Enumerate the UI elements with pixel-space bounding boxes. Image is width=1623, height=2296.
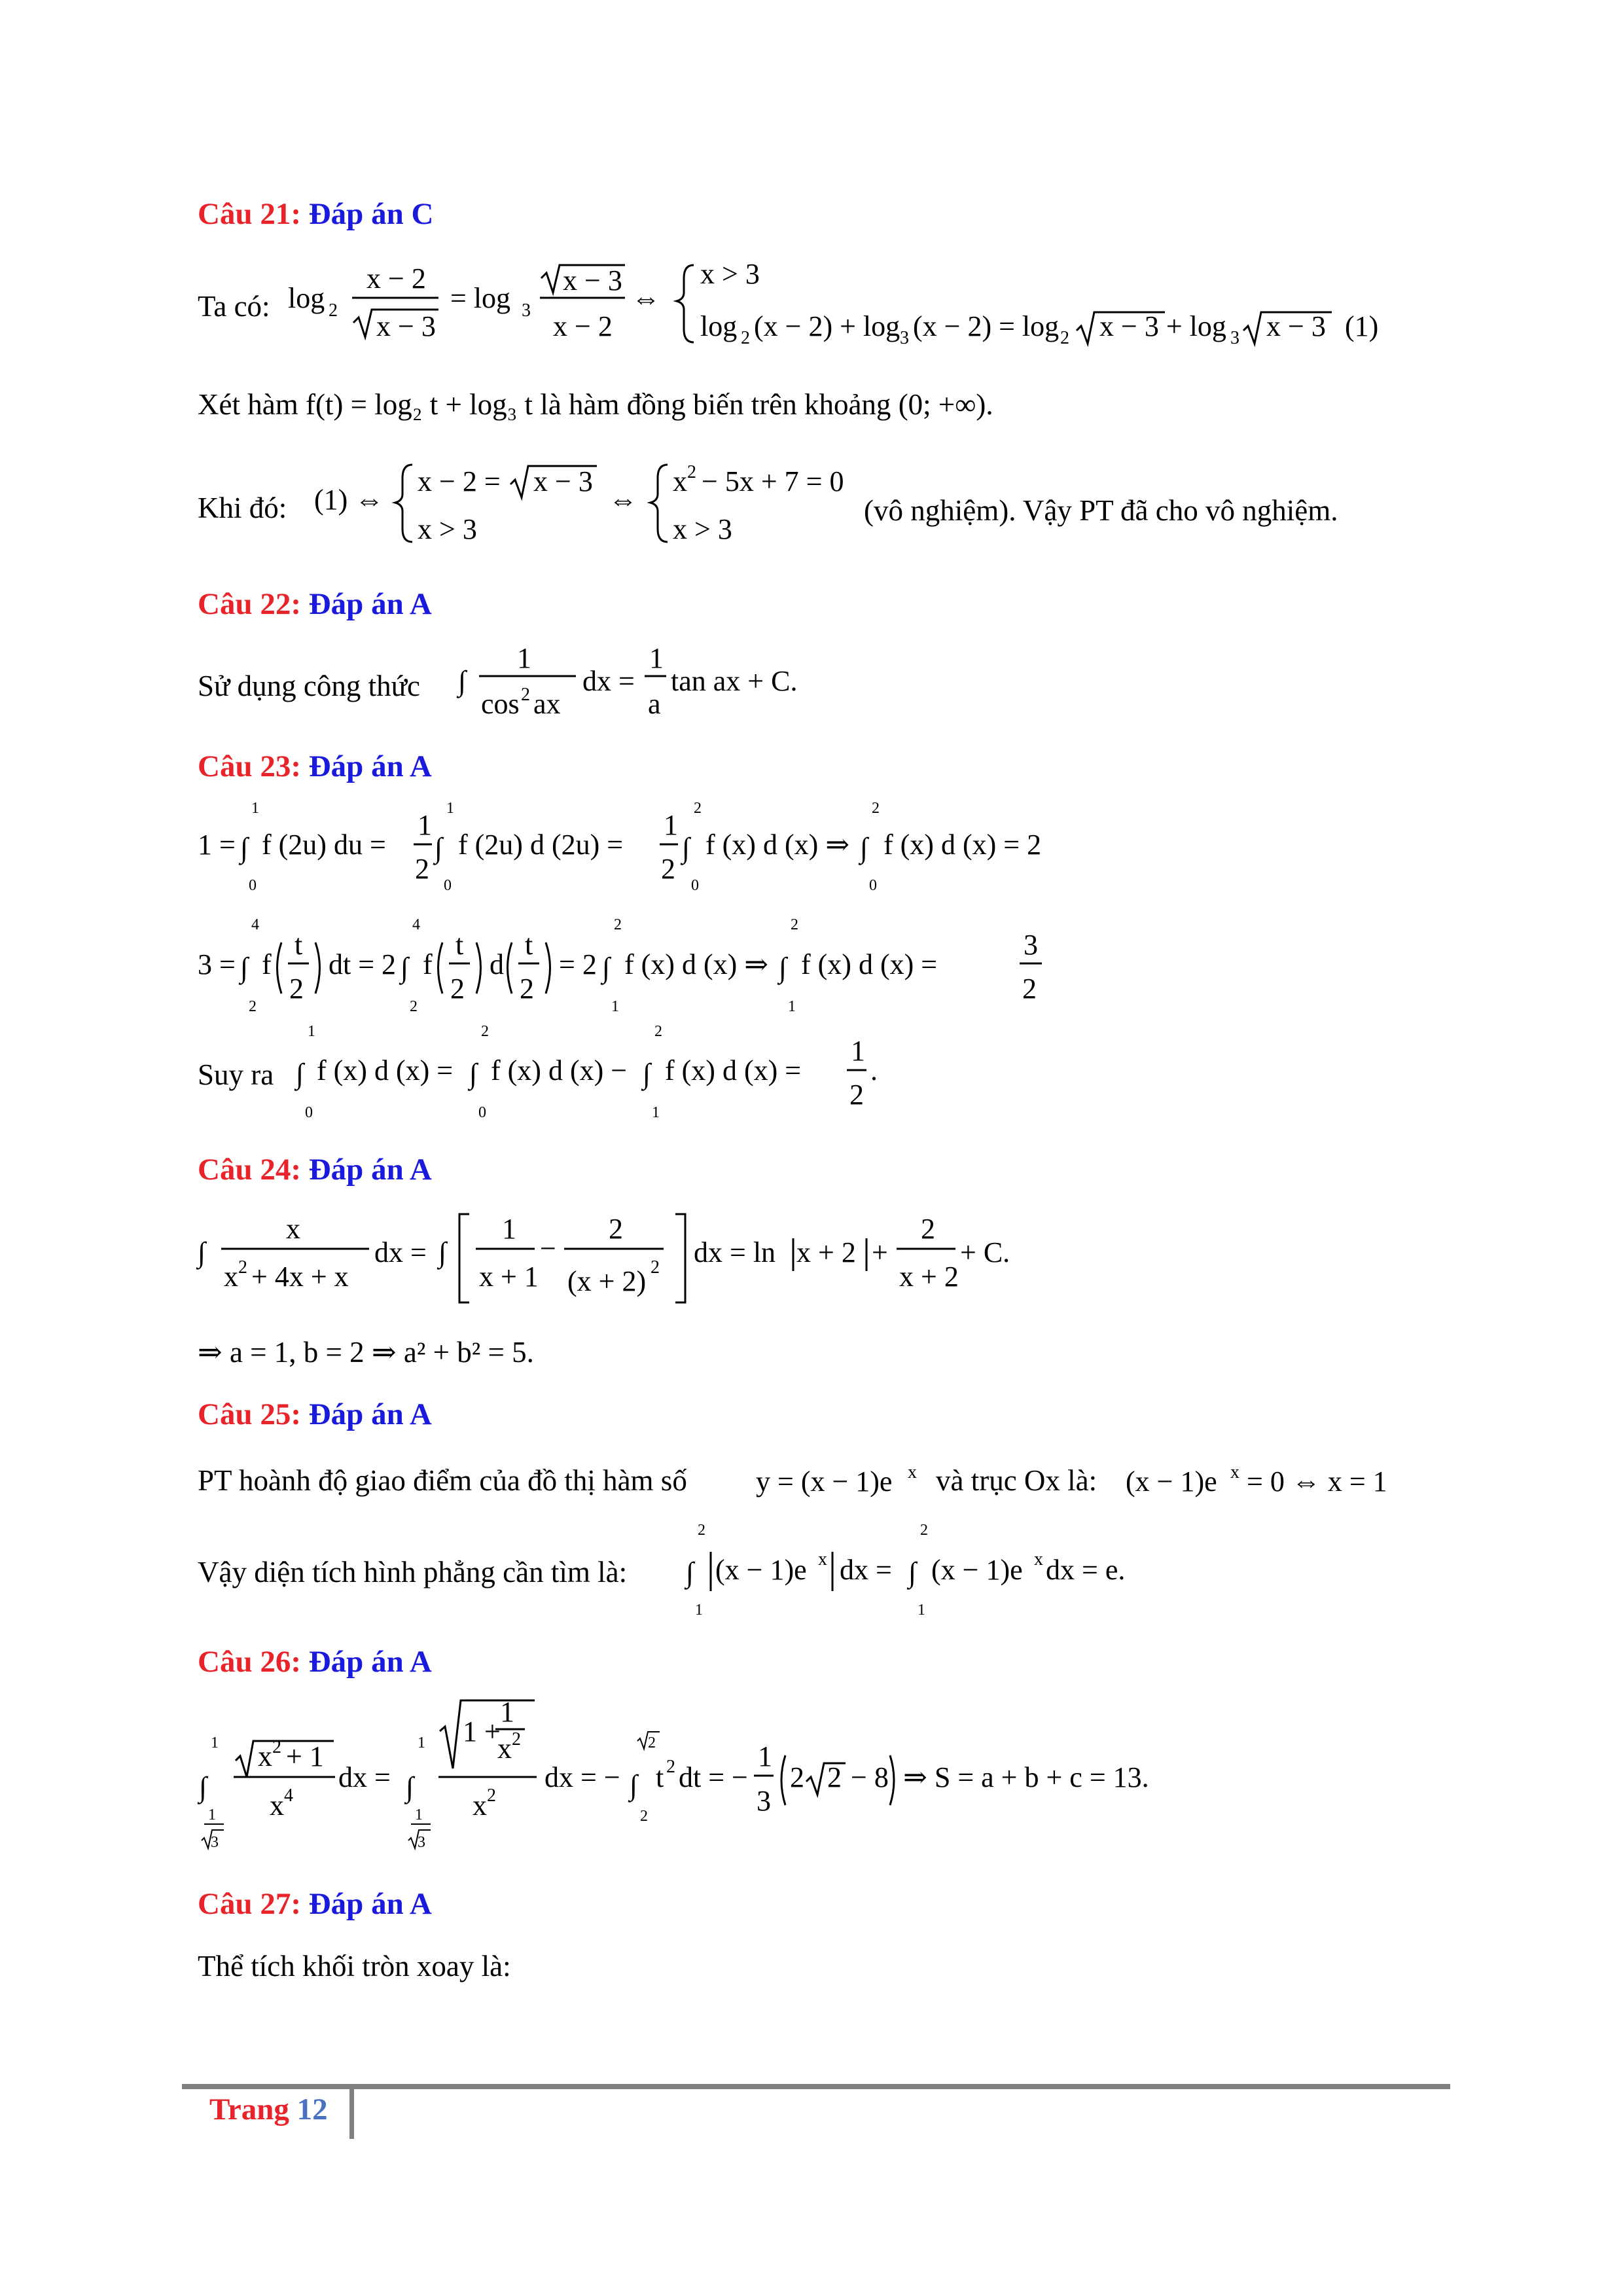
q22-text: Sử dụng công thức [198,670,421,702]
svg-text:1: 1 [208,1806,216,1823]
svg-text:0: 0 [869,877,877,894]
svg-text:(1) ⇔: (1) ⇔ [314,484,384,516]
svg-text:x − 3: x − 3 [1266,310,1326,342]
svg-text:2: 2 [520,973,534,1005]
q24-heading: Câu 24: Đáp án A [198,1153,432,1187]
q25-root [1126,1440,1453,1499]
svg-text:− 5x + 7 = 0: − 5x + 7 = 0 [702,465,844,497]
q21-heading: Câu 21: Đáp án C [198,197,434,231]
svg-text:⇔: ⇔ [609,484,637,516]
svg-text:x + 2: x + 2 [796,1236,856,1268]
svg-text:dt = −: dt = − [679,1761,748,1793]
q23-heading: Câu 23: Đáp án A [198,749,432,783]
svg-text:1: 1 [788,998,796,1015]
svg-text:x: x [908,1462,917,1482]
svg-text:1: 1 [918,1602,925,1619]
svg-text:x: x [258,1740,272,1772]
svg-text:0: 0 [249,877,257,894]
q24-result: ⇒ a = 1, b = 2 ⇒ a² + b² = 5. [198,1336,534,1369]
svg-text:2: 2 [827,1761,842,1793]
q27-text: Thể tích khối tròn xoay là: [198,1950,511,1982]
svg-text:3: 3 [211,1834,219,1851]
svg-text:t: t [294,929,303,961]
svg-text:1: 1 [649,642,664,674]
svg-text:3: 3 [757,1785,771,1817]
svg-text:log: log [288,282,325,314]
svg-text:0: 0 [444,877,452,894]
svg-text:+: + [872,1236,888,1268]
q21-system [314,452,870,563]
svg-text:x > 3: x > 3 [700,258,760,290]
svg-text:2: 2 [640,1808,648,1825]
svg-text:2: 2 [614,916,622,933]
svg-text:3 =: 3 = [198,948,236,980]
svg-text:⇔: ⇔ [632,282,660,314]
svg-text:2: 2 [661,853,675,885]
svg-text:1: 1 [851,1035,865,1067]
svg-text:∫: ∫ [860,832,868,864]
svg-text:d: d [490,948,504,980]
svg-text:−: − [540,1232,556,1265]
svg-text:a: a [648,688,661,720]
svg-text:2: 2 [289,973,304,1005]
svg-text:2: 2 [666,1757,675,1777]
svg-text:x: x [818,1549,827,1570]
svg-text:log: log [700,310,738,342]
q23-line1 [198,798,1114,897]
page-number: Trang 12 [209,2092,328,2126]
svg-text:= 2: = 2 [559,948,597,980]
svg-text:⇒ S = a + b + c = 13.: ⇒ S = a + b + c = 13. [903,1761,1149,1793]
svg-text:2: 2 [487,1785,496,1806]
footer-divider [349,2085,354,2139]
svg-text:x: x [473,1789,487,1821]
svg-text:3: 3 [1024,929,1038,961]
svg-text:2: 2 [450,973,465,1005]
svg-text:2: 2 [872,800,880,817]
svg-text:∫: ∫ [686,1556,694,1588]
svg-text:1: 1 [517,642,531,674]
svg-text:∫: ∫ [682,832,690,864]
svg-text:∫: ∫ [458,665,467,697]
svg-text:(x + 2): (x + 2) [567,1265,647,1297]
svg-text:2: 2 [687,462,696,482]
q22-heading: Câu 22: Đáp án A [198,587,432,621]
svg-text:t: t [455,929,464,961]
svg-text:(x − 2) = log: (x − 2) = log [913,310,1060,342]
svg-text:x − 3: x − 3 [563,264,622,296]
svg-text:1: 1 [611,998,619,1015]
svg-text:x: x [224,1261,238,1293]
svg-text:2: 2 [651,1257,660,1278]
svg-text:f (x) d (x) ⇒: f (x) d (x) ⇒ [705,829,850,861]
svg-text:x − 2 =: x − 2 = [418,465,501,497]
footer-rule [182,2084,1450,2089]
svg-text:(x − 1)e: (x − 1)e [715,1554,807,1586]
svg-text:2: 2 [238,1257,247,1278]
svg-text:1: 1 [308,1023,315,1040]
svg-text:2: 2 [329,300,338,321]
svg-text:f (2u) du =: f (2u) du = [262,829,386,861]
q22-formula [458,638,851,730]
q23-line2 [198,916,1114,1014]
svg-text:2: 2 [921,1213,935,1245]
svg-text:2: 2 [920,1522,928,1539]
svg-text:t: t [656,1761,664,1793]
svg-text:∫: ∫ [602,952,611,984]
svg-text:∫: ∫ [199,1771,207,1803]
svg-text:2: 2 [648,1734,656,1751]
svg-text:1: 1 [415,1806,423,1823]
svg-text:1: 1 [500,1696,514,1728]
q25-text1: PT hoành độ giao điểm của đồ thị hàm số [198,1464,687,1497]
svg-text:0: 0 [691,877,699,894]
svg-text:2: 2 [654,1023,662,1040]
svg-text:1: 1 [211,1734,219,1751]
svg-text:∫: ∫ [469,1058,478,1090]
svg-text:2: 2 [415,853,429,885]
svg-text:x: x [1034,1549,1043,1570]
svg-text:ax: ax [533,688,561,720]
svg-text:2: 2 [1022,973,1037,1005]
svg-text:0: 0 [478,1104,486,1121]
svg-text:2: 2 [791,916,798,933]
svg-text:3: 3 [522,300,531,321]
svg-text:f (2u) d (2u) =: f (2u) d (2u) = [458,829,624,861]
svg-text:0: 0 [305,1104,313,1121]
svg-text:x: x [286,1213,300,1245]
q25-heading: Câu 25: Đáp án A [198,1397,432,1431]
svg-text:2: 2 [609,1213,623,1245]
svg-text:f (x) d (x) ⇒: f (x) d (x) ⇒ [624,948,769,980]
svg-text:1: 1 [695,1602,703,1619]
svg-text:dx = −: dx = − [544,1761,620,1793]
q21-equation [288,252,1433,357]
svg-text:dx =: dx = [582,665,635,697]
svg-text:1: 1 [446,800,454,817]
svg-text:f: f [423,948,433,980]
svg-text:2: 2 [1060,328,1069,348]
svg-text:dx =: dx = [338,1761,391,1793]
svg-text:f (x) d (x) = 2: f (x) d (x) = 2 [883,829,1042,861]
svg-text:∫: ∫ [630,1769,638,1801]
svg-text:+ 4x + x: + 4x + x [251,1261,349,1293]
svg-text:(x − 1)e: (x − 1)e [1126,1465,1217,1498]
svg-text:∫: ∫ [438,1236,447,1268]
q25-text1b: và trục Ox là: [936,1464,1097,1497]
svg-text:2: 2 [694,800,702,817]
svg-text:4: 4 [284,1785,293,1806]
svg-text:∫: ∫ [908,1556,917,1588]
svg-text:x > 3: x > 3 [673,513,732,545]
svg-text:f (x) d (x) =: f (x) d (x) = [801,948,938,980]
svg-text:x + 2: x + 2 [899,1261,959,1293]
svg-text:f (x) d (x) =: f (x) d (x) = [665,1054,802,1086]
svg-text:t: t [525,929,533,961]
svg-text:2: 2 [512,1729,521,1749]
q27-heading: Câu 27: Đáp án A [198,1887,432,1921]
svg-text:cos: cos [481,688,520,720]
svg-text:x: x [497,1732,512,1765]
svg-text:1 +: 1 + [463,1715,501,1748]
svg-text:x − 3: x − 3 [376,310,436,342]
svg-text:f (x) d (x) =: f (x) d (x) = [317,1054,454,1086]
q21-no-solution: (vô nghiệm). Vậy PT đã cho vô nghiệm. [864,494,1338,527]
svg-text:x + 1: x + 1 [479,1261,539,1293]
svg-text:1: 1 [758,1740,772,1772]
svg-text:(x − 2) + log: (x − 2) + log [754,310,901,342]
svg-text:2: 2 [521,685,530,705]
svg-text:∫: ∫ [643,1058,651,1090]
svg-text:dx = e.: dx = e. [1046,1554,1126,1586]
svg-text:x: x [270,1789,284,1821]
svg-text:∫: ∫ [198,1236,206,1268]
q23-line3 [296,1024,950,1122]
svg-text:.: . [870,1054,878,1086]
svg-text:3: 3 [1230,328,1240,348]
svg-text:− 8: − 8 [851,1761,889,1793]
svg-text:1: 1 [418,809,432,841]
svg-text:2: 2 [698,1522,705,1539]
svg-text:= log: = log [450,282,511,314]
svg-text:1: 1 [502,1213,516,1245]
svg-text:4: 4 [251,916,259,933]
svg-text:dt = 2: dt = 2 [329,948,397,980]
svg-text:∫: ∫ [240,952,249,984]
svg-text:2: 2 [410,998,418,1015]
svg-text:dx =: dx = [374,1236,427,1268]
q23-so: Suy ra [198,1058,274,1091]
svg-text:x: x [673,465,687,497]
svg-text:2: 2 [481,1023,489,1040]
svg-text:dx =: dx = [840,1554,892,1586]
svg-text:1: 1 [418,1734,425,1751]
q25-text2: Vậy diện tích hình phẳng cần tìm là: [198,1556,628,1588]
svg-text:x − 3 + log: x − 3 + log [1099,310,1226,342]
svg-text:3: 3 [418,1834,425,1851]
svg-text:f (x) d (x) −: f (x) d (x) − [491,1054,628,1086]
q21-intro: Ta có: [198,290,270,323]
svg-text:y = (x − 1)e: y = (x − 1)e [756,1465,893,1498]
svg-text:∫: ∫ [406,1771,414,1803]
svg-text:∫: ∫ [401,952,409,984]
svg-text:+ C.: + C. [960,1236,1010,1268]
q21-study: Xét hàm f(t) = log₂ t + log₃ t là hàm đồng biến trên khoảng (0; +∞). [198,388,993,421]
svg-text:+ 1: + 1 [286,1740,324,1772]
svg-text:2: 2 [741,328,750,348]
svg-text:3: 3 [900,328,909,348]
q26-heading: Câu 26: Đáp án A [198,1645,432,1679]
svg-text:(x − 1)e: (x − 1)e [931,1554,1023,1586]
svg-text:1: 1 [664,809,678,841]
svg-text:∫: ∫ [435,832,443,864]
svg-text:1: 1 [652,1104,660,1121]
q26-equation [198,1695,1245,1865]
svg-text:x − 2: x − 2 [553,310,613,342]
svg-text:= 0 ⇔ x = 1: = 0 ⇔ x = 1 [1247,1465,1387,1498]
svg-text:dx = ln: dx = ln [694,1236,776,1268]
q24-equation [198,1204,1114,1316]
svg-text:x − 3: x − 3 [533,465,593,497]
svg-text:(1): (1) [1345,310,1379,342]
svg-text:2: 2 [790,1761,804,1793]
svg-text:4: 4 [412,916,420,933]
svg-text:∫: ∫ [240,832,249,864]
svg-text:2: 2 [272,1737,281,1757]
svg-text:1 =: 1 = [198,829,236,861]
svg-text:2: 2 [249,998,257,1015]
svg-text:∫: ∫ [296,1058,304,1090]
svg-text:1: 1 [251,800,259,817]
svg-text:tan ax + C.: tan ax + C. [671,665,798,697]
svg-text:x > 3: x > 3 [418,513,477,545]
svg-text:2: 2 [849,1079,864,1111]
q21-then: Khi đó: [198,492,287,524]
svg-text:f: f [262,948,272,980]
svg-text:∫: ∫ [779,952,787,984]
q25-area [686,1522,1209,1626]
svg-text:x − 2: x − 2 [366,262,426,295]
svg-text:x: x [1230,1462,1240,1482]
